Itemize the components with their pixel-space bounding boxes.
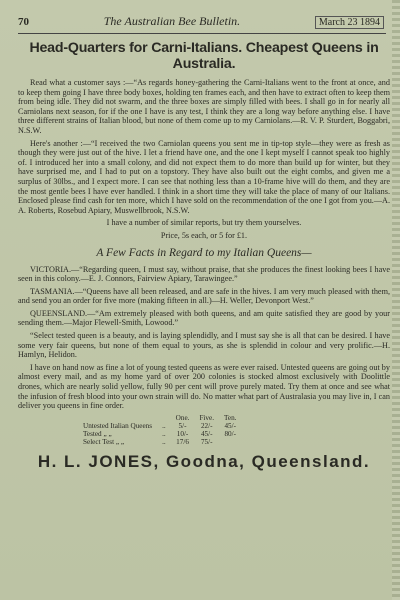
table-cell: ..	[162, 422, 166, 431]
fact-paragraph: TASMANIA.—“Queens have all been released, and are safe in the hives. I am very much pleased with them, and send you an order for five more (making fifteen in all.)—H. Weller, Devonport West.”	[18, 286, 390, 306]
table-cell: 45/-	[200, 430, 213, 439]
table-row	[78, 438, 241, 446]
table-cell: 22/-	[200, 422, 213, 431]
table-row	[78, 430, 241, 438]
table-cell: 45/-	[224, 422, 237, 431]
table-cell: 10/-	[176, 430, 189, 439]
advertiser-footer: H. L. JONES, Goodna, Queensland.	[37, 451, 371, 471]
table-cell: One.	[175, 413, 190, 422]
fact-paragraph: “Select tested queen is a beauty, and is laying splendidly, and I must say she is all that can be desired. I have some very fair queens, but none of them equal to yours, as she is splendid in colour and very prolific.—H. Hamlyn, Helidon.	[18, 331, 390, 360]
price-table-header	[78, 414, 241, 422]
table-cell: 17/6	[176, 438, 189, 447]
table-cell	[219, 438, 241, 446]
table-cell: ..	[162, 430, 166, 439]
table-cell: ..	[162, 438, 166, 447]
issue-date: March 23 1894	[315, 16, 384, 29]
table-cell: 80/-	[224, 430, 237, 439]
headline: Head-Quarters for Carni-Italians. Cheapest Queens in Australia.	[29, 40, 379, 72]
torn-edge	[392, 0, 400, 600]
page-number: 70	[18, 16, 29, 28]
table-cell: 5/-	[178, 422, 187, 431]
table-cell: Untested Italian Queens	[83, 422, 153, 431]
price-line: Price, 5s each, or 5 for £1.	[160, 230, 248, 240]
journal-title: The Australian Bee Bulletin.	[103, 14, 241, 28]
testimonial-paragraph: Here's another :—“I received the two Carniolan queens you sent me in tip-top style—they were as fresh as though they were just out of the hive. I let a friend have one, and the one I kept myself I cannot speak too highly of. I introduced her into a small colony, and did not expect them to do more than build up for winter, but they have surprised me, and I had to put on a topstory. They have also built out the eight combs, and given me a surplus of 30lbs., and I expect more. I can see that nothing less than a 10-frame hive will do them, and they are the most gentle bees I have ever handled. I think in a short time they will take the place of many of our Italians. Enclosed please find cash for ten more, which I have sold on the recommendation of the one I got from you.—A. A. Roberts, Rosebud Apiary, Muswellbrook, N.S.W.	[18, 138, 390, 215]
table-cell: 75/-	[200, 438, 213, 447]
closing-paragraph: I have on hand now as fine a lot of young tested queens as were ever raised. Untested queens are going out by almost every mail, and as my home yard of over 200 colonies is stocked almost exclusively with Doolittle drones, which are nearly solid yellow, fully 90 per cent will prove purely mated. Try them at once and see what the infusion of fresh blood into your own strain will do. No matter what part of Australasia you may live in, I can deliver you queens in fine order.	[18, 362, 390, 411]
subheading: A Few Facts in Regard to my Italian Queens—	[96, 246, 312, 259]
table-cell	[157, 414, 171, 422]
table-row	[78, 422, 241, 430]
similar-reports: I have a number of similar reports, but try them yourselves.	[106, 218, 302, 228]
table-cell	[78, 414, 157, 422]
table-cell: Five.	[199, 413, 215, 422]
table-cell: Ten.	[224, 413, 237, 422]
fact-paragraph: QUEENSLAND.—“Am extremely pleased with both queens, and am quite satisfied they are good by your sending them.—Major Flewell-Smith, Lowood.”	[18, 308, 390, 328]
header-rule	[18, 33, 386, 34]
table-cell: Select Test „ „	[83, 438, 125, 447]
page-header	[18, 14, 384, 29]
fact-paragraph: VICTORIA.—“Regarding queen, I must say, without praise, that she produces the finest looking bees I have seen in this colony.—E. J. Connors, Fairview Apiary, Tarawingee.”	[18, 264, 390, 284]
testimonial-paragraph: Read what a customer says :—“As regards honey-gathering the Carni-Italians went to the front at once, and to keep them going I have three body boxes, holding ten frames each, and then have to extract often to keep them from being idle. They did not swarm, and the three boxes are simply filled with bees. I shall go in for nearly all Carniolans next season, for if the one I have is any test, I think they are a long way before anything else. I have three different strains of Italian blood, but none of them come up to my Carniolans.—R. V. P. Sturdert, Boggabri, N.S.W.	[18, 78, 390, 135]
table-cell: Tested „ „	[83, 430, 112, 439]
price-table	[78, 414, 241, 447]
